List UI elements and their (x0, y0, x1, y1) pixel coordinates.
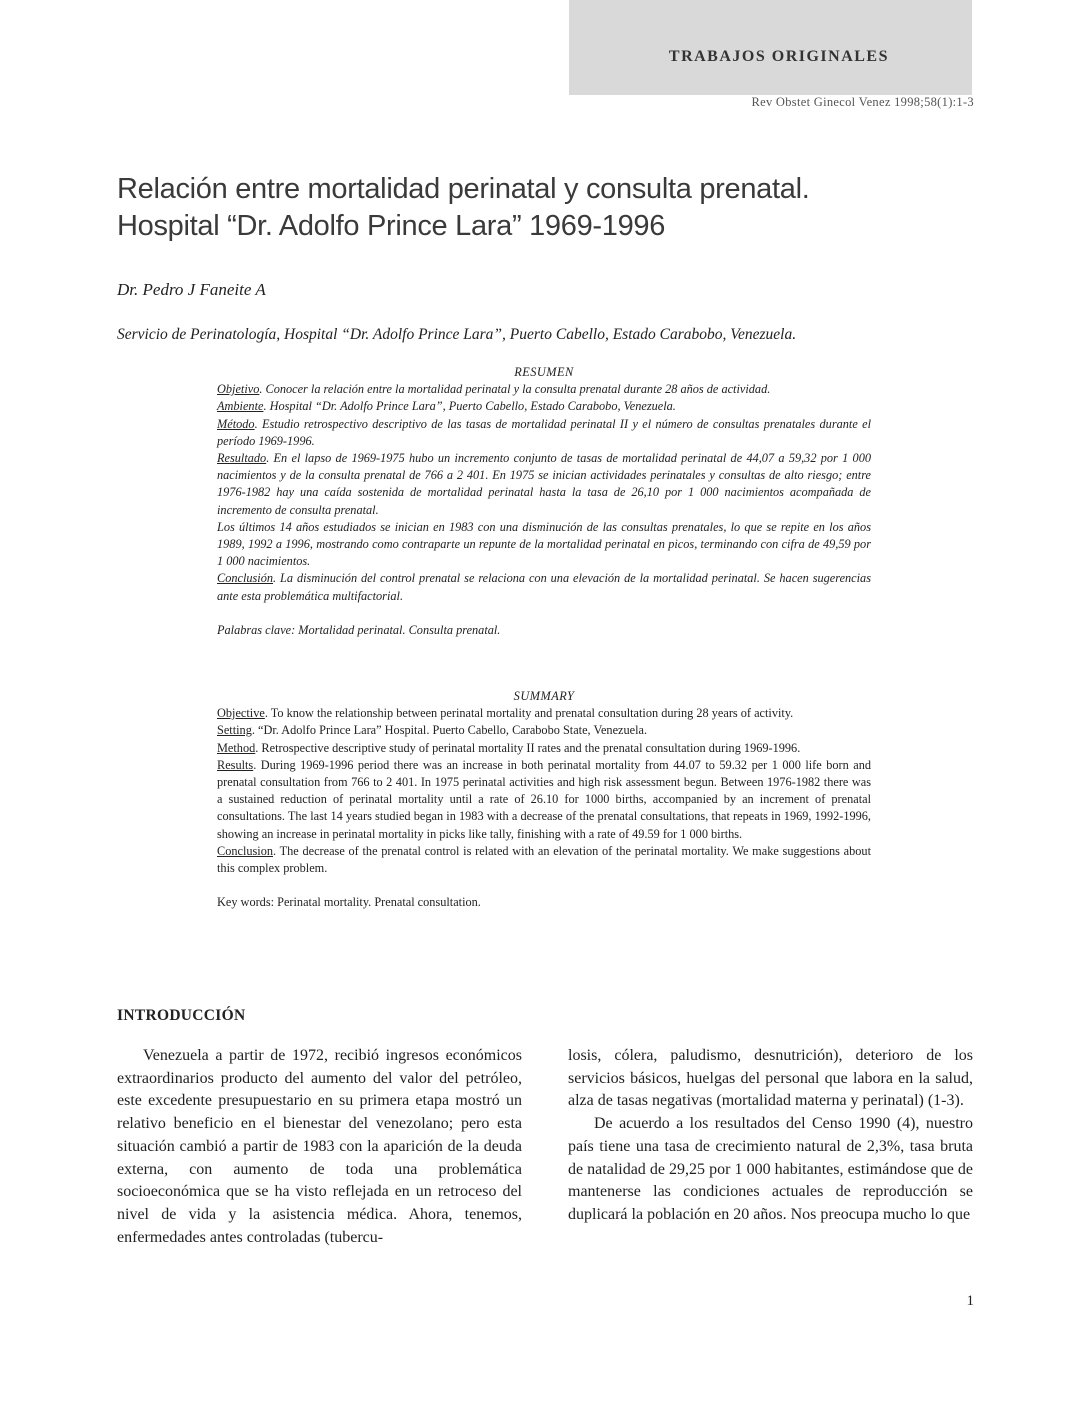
author-name: Dr. Pedro J Faneite A (117, 280, 266, 299)
resumen-resultado (217, 450, 871, 519)
summary-conclusion-label: Conclusion (217, 843, 274, 858)
journal-citation: Rev Obstet Ginecol Venez 1998;58(1):1-3 (751, 95, 974, 109)
method-label: Method (217, 740, 256, 755)
resumen-resultado-2: Los últimos 14 años estudiados se inician en 1983 con una disminución de las consultas prenatales, lo que se repite en los años 1989, 1992 a 1996, mostrando como contraparte un repunte de la mortalidad perinatal en picos, terminando con cifra de 49,59 por 1 000 nacimientos. (217, 519, 871, 569)
resumen-objetivo (217, 381, 871, 398)
palabras-clave: Palabras clave: Mortalidad perinatal. Consulta prenatal. (217, 622, 501, 637)
objetivo-text: . Conocer la relación entre la mortalidad perinatal y la consulta prenatal durante 28 años de actividad. (259, 382, 771, 397)
ambiente-text: . Hospital “Dr. Adolfo Prince Lara”, Puerto Cabello, Estado Carabobo, Venezuela. (263, 399, 676, 414)
resumen-conclusion (217, 570, 871, 604)
method-text: . Retrospective descriptive study of perinatal mortality II rates and the prenatal consultation during 1969-1996. (255, 740, 801, 755)
resumen-metodo (217, 416, 871, 450)
setting-text: . “Dr. Adolfo Prince Lara” Hospital. Puerto Cabello, Carabobo State, Venezuela. (251, 723, 648, 738)
objective-text: . To know the relationship between perinatal mortality and prenatal consultation during 28 years of activity. (264, 706, 794, 721)
section-heading-introduccion: INTRODUCCIÓN (117, 1007, 246, 1024)
objective-label: Objective (217, 706, 265, 721)
setting-label: Setting (217, 723, 252, 738)
metodo-label: Método (217, 416, 255, 431)
summary-setting (217, 722, 871, 739)
summary-block (217, 688, 871, 911)
paragraph: losis, cólera, paludismo, desnutrición), deterioro de los servicios básicos, huelgas del personal que labora en la salud, alza de tasas negativas (mortalidad materna y perinatal) (1-3). (568, 1047, 973, 1110)
summary-method (217, 740, 871, 757)
summary-results (217, 757, 871, 843)
author-affiliation: Servicio de Perinatología, Hospital “Dr. Adolfo Prince Lara”, Puerto Cabello, Estado Carabobo, Venezuela. (117, 326, 797, 343)
section-label: TRABAJOS ORIGINALES (668, 48, 889, 65)
results-label: Results (217, 757, 254, 772)
resultado-text: . En el lapso de 1969-1975 hubo un incremento conjunto de tasas de mortalidad perinatal de 44,07 a 59,32 por 1 000 nacimientos y de la consulta prenatal de 766 a 2 401. En 1975 se inician actividades perinatales y consultas de alto riesgo; entre 1976-1982 hay una caída sostenida de mortalidad perinatal hasta la tasa de 26,10 por 1 000 nacimientos acompañada de incremento de consulta prenatal. (217, 451, 871, 517)
summary-objective (217, 705, 871, 722)
summary-conclusion-text: . The decrease of the prenatal control is related with an elevation of the perinatal mortality. We make suggestions about this complex problem. (217, 843, 871, 876)
results-text: . During 1969-1996 period there was an increase in both perinatal mortality from 44.07 to 59.32 per 1 000 life born and prenatal consultation from 766 to 2 401. In 1975 perinatal activities and high risk assessment begun. Between 1976-1982 there was a sustained reduction of perinatal mortality until a rate of 26.10 for 1000 births, accompanied by an increment of prenatal consultations. The last 14 years studied began in 1983 with a decrease of the prenatal consultations, that repeats in 1969, 1992-1996, showing an increase in perinatal mortality in picks like tally, finishing with a rate of 49.59 for 1 000 births. (217, 757, 871, 841)
title-line-1: Relación entre mortalidad perinatal y consulta prenatal. (117, 173, 810, 205)
body-column-right (568, 1045, 973, 1227)
resumen-ambiente (217, 398, 871, 415)
resumen-block (217, 364, 871, 639)
objetivo-label: Objetivo (217, 382, 260, 397)
conclusion-text: . La disminución del control prenatal se relaciona con una elevación de la mortalidad perinatal. Se hacen sugerencias ante esta problemática multifactorial. (217, 571, 871, 603)
title-line-2: Hospital “Dr. Adolfo Prince Lara” 1969-1996 (117, 210, 666, 242)
summary-heading: SUMMARY (513, 689, 575, 703)
key-words: Key words: Perinatal mortality. Prenatal consultation. (217, 895, 481, 910)
conclusion-label: Conclusión (217, 571, 274, 586)
resultado-label: Resultado (217, 451, 267, 466)
paragraph: De acuerdo a los resultados del Censo 1990 (4), nuestro país tiene una tasa de crecimiento natural de 2,3%, tasa bruta de natalidad de 29,25 por 1 000 habitantes, estimándose que de mantenerse las condiciones actuales de reproducción se duplicará la población en 20 años. Nos preocupa mucho lo que (568, 1115, 973, 1223)
summary-conclusion (217, 843, 871, 877)
article-title (117, 171, 977, 245)
ambiente-label: Ambiente (217, 399, 264, 414)
body-column-left (117, 1045, 522, 1249)
metodo-text: . Estudio retrospectivo descriptivo de las tasas de mortalidad perinatal II y el número de consultas prenatales durante el período 1969-1996. (217, 416, 871, 448)
page-number: 1 (966, 1293, 974, 1309)
paragraph: Venezuela a partir de 1972, recibió ingresos económicos extraordinarios producto del aumento del valor del petróleo, este excedente presupuestario en su primera etapa mostró un relativo beneficio en el bienestar del venezolano; pero esta situación cambió a partir de 1983 con la aparición de la deuda externa, con aumento de toda una problemática socioeconómica que se ha visto reflejada en un retroceso del nivel de vida y la asistencia médica. Ahora, tenemos, enfermedades antes controladas (tubercu- (117, 1047, 522, 1246)
resumen-heading: RESUMEN (514, 365, 574, 379)
